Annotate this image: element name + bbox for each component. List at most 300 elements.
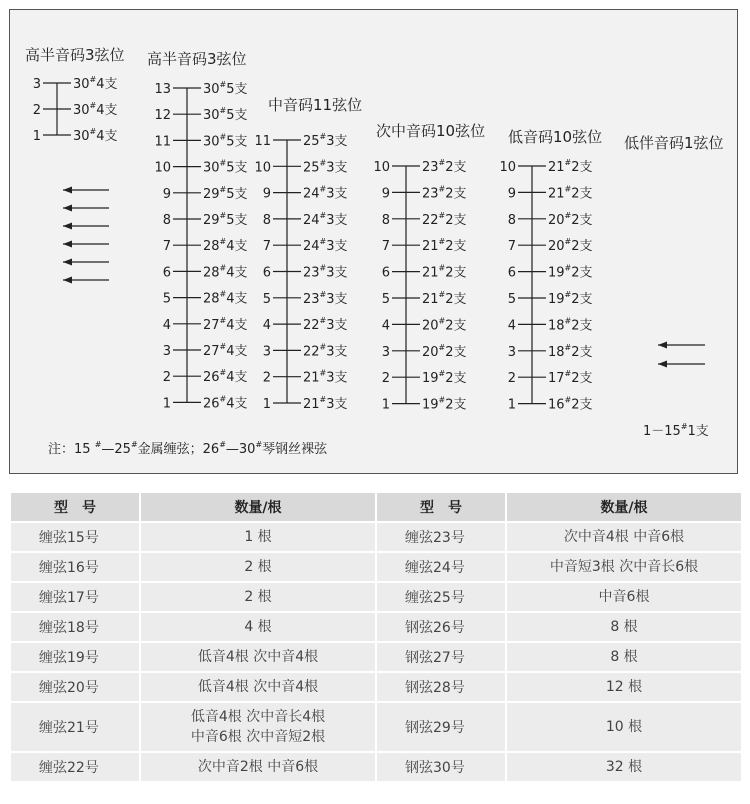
string-position-number: 3 [262,344,271,360]
gauge-quantity: 4支 [226,291,248,307]
string-gauge-label [303,316,348,333]
string-gauge-label [73,127,118,144]
table-header [11,493,741,521]
sharp-sign: # [219,440,226,449]
quantity-cell [507,523,741,551]
string-position-number: 3 [507,344,516,360]
footnote [48,440,328,457]
string-position-number: 9 [381,186,390,202]
table-body [11,523,741,781]
gauge-number: 24 [303,186,320,202]
gauge-quantity: 2支 [571,397,593,413]
string-position-number: 6 [262,265,271,281]
gauge-quantity: 2支 [445,344,467,360]
quantity-line: 低音4根 次中音长4根 [190,709,326,725]
quantity-line: 1 根 [244,529,272,545]
quantity-line: 低音4根 次中音4根 [197,679,319,695]
table-row [11,673,741,701]
string-position-number: 4 [507,318,516,334]
string-position-number: 4 [162,317,171,333]
model-cell: 钢弦30号 [377,753,505,781]
string-gauge-label [422,316,467,333]
string-position-number: 3 [381,344,390,360]
gauge-quantity: 5支 [226,134,248,150]
gauge-number: 20 [548,212,565,228]
string-diagram-panel [9,9,738,474]
model-cell: 缠弦25号 [377,583,505,611]
string-gauge-label [203,80,248,97]
string-gauge-label [422,343,467,360]
gauge-quantity: 2支 [445,397,467,413]
model-cell: 缠弦16号 [11,553,139,581]
gauge-quantity: 3支 [326,370,348,386]
string-gauge-label [203,237,248,254]
gauge-quantity: 2支 [571,186,593,202]
sharp-sign: # [438,158,446,167]
gauge-quantity: 2支 [571,160,593,175]
sharp-sign: # [564,290,572,299]
quantity-line: 32 根 [605,759,643,775]
string-position-number: 1 [162,396,171,412]
quantity-line: 中音短3根 次中音长6根 [549,559,699,575]
quantity-cell [141,703,375,751]
string-position-number: 9 [262,186,271,202]
string-position-number: 1 [507,397,516,413]
model-cell: 缠弦15号 [11,523,139,551]
string-position-number: 8 [262,212,271,228]
gauge-number: 29 [203,186,220,202]
arrow-head-icon [63,241,72,248]
gauge-quantity: 3支 [326,344,348,360]
string-gauge-label [422,158,467,175]
gauge-quantity: 2支 [445,160,467,175]
model-cell: 缠弦19号 [11,643,139,671]
gauge-number: 26 [203,370,220,386]
sharp-sign: # [319,210,327,220]
string-gauge-label [73,101,118,118]
sharp-sign: # [438,237,446,247]
sharp-sign: # [319,368,327,378]
note-text: 琴钢丝裸弦 [262,442,328,457]
sharp-sign: # [219,184,227,194]
gauge-number: 24 [303,239,320,255]
gauge-number: 19 [422,397,439,413]
note-text: 注：15 [48,442,95,457]
gauge-number: 23 [422,160,439,175]
string-gauge-label [422,237,467,254]
string-position-number: 6 [162,265,171,281]
gauge-number: 17 [548,371,565,387]
gauge-quantity: 5支 [226,160,248,176]
gauge-quantity: 4支 [226,265,248,281]
string-position-number: 10 [373,160,390,175]
string-gauge-label [203,342,248,359]
string-gauge-label [203,132,248,149]
quantity-line: 次中音4根 中音6根 [563,529,685,545]
gauge-quantity: 3支 [326,160,348,176]
string-gauge-label [303,132,348,149]
gauge-quantity: 2支 [445,239,467,255]
gauge-number: 30 [203,134,220,150]
model-cell: 缠弦20号 [11,673,139,701]
gauge-number: 24 [303,212,320,228]
arrow-head-icon [658,342,667,349]
string-gauge-label [548,264,593,281]
gauge-number: 21 [548,186,565,202]
string-gauge-label [303,158,348,175]
gauge-quantity: 3支 [326,239,348,255]
string-gauge-label [203,394,248,411]
quantity-cell [507,583,741,611]
quantity-cell [141,753,375,781]
model-cell: 缠弦24号 [377,553,505,581]
string-position-number: 3 [32,77,41,92]
model-cell: 钢弦27号 [377,643,505,671]
bass-string-label [643,422,709,439]
table-header-row [11,493,741,521]
arrow-head-icon [63,223,72,230]
string-position-number: 8 [507,212,516,228]
gauge-quantity: 2支 [571,265,593,281]
sharp-sign: # [89,75,97,84]
quantity-line: 2 根 [244,589,272,605]
quantity-cell [141,643,375,671]
string-position-number: 4 [381,318,390,334]
group-title: 低伴音码1弦位 [624,134,724,152]
gauge-quantity: 4支 [96,103,118,118]
quantity-cell [507,753,741,781]
group-title: 次中音码10弦位 [376,122,486,140]
string-position-number: 2 [381,371,390,387]
quantity-cell [141,613,375,641]
sharp-sign: # [219,394,227,404]
gauge-number: 21 [548,160,565,175]
quantity-cell [141,583,375,611]
sharp-sign: # [219,368,227,378]
sharp-sign: # [564,210,572,220]
bass-range: 1－15 [643,424,681,439]
gauge-number: 30 [203,82,220,97]
gauge-quantity: 4支 [96,77,118,92]
string-position-number: 5 [162,291,171,307]
sharp-sign: # [89,101,97,110]
table-row [11,703,741,751]
string-position-number: 13 [154,82,171,97]
string-gauge-label [422,396,467,413]
quantity-line: 中音6根 [598,589,650,605]
sharp-sign: # [219,158,227,168]
gauge-quantity: 3支 [326,134,348,149]
gauge-number: 18 [548,318,565,334]
sharp-sign: # [319,158,327,168]
note-text: —30 [225,442,256,457]
string-gauge-label [303,264,348,281]
string-gauge-label [203,211,248,228]
sharp-sign: # [564,369,572,379]
gauge-quantity: 2支 [445,318,467,334]
gauge-quantity: 4支 [226,239,248,255]
header-quantity: 数量/根 [141,493,375,521]
gauge-number: 26 [203,396,220,412]
string-position-number: 9 [507,186,516,202]
string-position-number: 1 [262,397,271,412]
sharp-sign: # [219,132,227,142]
gauge-number: 18 [548,344,565,360]
string-position-number: 7 [507,239,516,255]
gauge-number: 20 [548,239,565,255]
sharp-sign: # [319,395,327,404]
gauge-number: 20 [422,318,439,334]
sharp-sign: # [319,342,327,352]
quantity-line: 12 根 [605,679,643,695]
gauge-quantity: 3支 [326,186,348,202]
gauge-quantity: 2支 [571,239,593,255]
gauge-quantity: 3支 [326,212,348,228]
gauge-number: 25 [303,160,320,176]
gauge-quantity: 3支 [326,397,348,412]
string-gauge-label [73,75,118,92]
table-row [11,643,741,671]
gauge-number: 30 [203,108,220,124]
note-text: —25 [101,442,131,457]
gauge-number: 23 [303,265,320,281]
sharp-sign: # [219,263,227,273]
quantity-cell [507,673,741,701]
bass-quantity: 1支 [687,424,709,439]
string-gauge-label [548,396,593,413]
gauge-number: 22 [303,318,320,334]
gauge-number: 23 [422,186,439,202]
sharp-sign: # [255,440,263,449]
sharp-sign: # [564,342,572,352]
gauge-quantity: 4支 [226,396,248,412]
string-gauge-label [422,369,467,386]
gauge-quantity: 2支 [445,292,467,307]
string-position-number: 7 [162,239,171,255]
string-position-number: 5 [507,292,516,307]
gauge-number: 23 [303,291,320,307]
sharp-sign: # [564,184,572,194]
quantity-line: 中音6根 次中音短2根 [190,729,326,745]
gauge-quantity: 5支 [226,82,248,97]
gauge-quantity: 2支 [445,371,467,387]
arrow-head-icon [63,259,72,266]
string-gauge-label [303,342,348,359]
gauge-quantity: 2支 [445,186,467,202]
table-row [11,613,741,641]
quantity-line: 10 根 [605,719,643,735]
header-quantity: 数量/根 [507,493,741,521]
sharp-sign: # [680,422,688,431]
model-cell: 钢弦26号 [377,613,505,641]
sharp-sign: # [89,127,97,136]
string-position-diagram [10,10,739,475]
string-gauge-label [303,290,348,307]
string-gauge-label [548,184,593,201]
gauge-quantity: 2支 [445,265,467,281]
group-title: 高半音码3弦位 [147,50,247,68]
gauge-number: 27 [203,344,220,359]
model-cell: 缠弦18号 [11,613,139,641]
sharp-sign: # [564,237,572,247]
string-position-number: 12 [154,108,171,124]
sharp-sign: # [94,440,102,449]
quantity-cell [141,673,375,701]
quantity-cell [507,613,741,641]
sharp-sign: # [438,369,446,379]
gauge-number: 19 [548,265,565,281]
string-position-number: 7 [262,239,271,255]
quantity-cell [141,553,375,581]
note-text: 金属缠弦；26 [137,442,220,457]
string-position-number: 8 [381,212,390,228]
gauge-number: 28 [203,291,220,307]
group-title: 低音码10弦位 [508,128,603,146]
sharp-sign: # [438,290,446,299]
sharp-sign: # [438,342,446,352]
gauge-number: 22 [422,212,439,228]
model-cell: 钢弦28号 [377,673,505,701]
model-cell: 缠弦17号 [11,583,139,611]
string-position-number: 9 [162,186,171,202]
string-position-number: 8 [162,213,171,228]
string-gauge-label [203,368,248,385]
sharp-sign: # [319,263,327,273]
string-position-number: 7 [381,239,390,255]
string-gauge-label [203,159,248,176]
sharp-sign: # [319,132,327,141]
header-model: 型 号 [11,493,139,521]
gauge-number: 27 [203,317,220,333]
string-gauge-label [422,290,467,307]
gauge-number: 29 [203,213,220,228]
gauge-quantity: 4支 [96,129,118,144]
gauge-quantity: 4支 [226,370,248,386]
group-title: 高半音码3弦位 [25,46,125,64]
string-gauge-label [203,290,248,307]
string-gauge-label [203,185,248,202]
quantity-line: 8 根 [610,649,638,665]
sharp-sign: # [564,395,572,405]
sharp-sign: # [319,237,327,247]
sharp-sign: # [564,316,572,326]
gauge-number: 30 [73,77,90,92]
quantity-cell [507,553,741,581]
arrow-head-icon [63,205,72,212]
table-row [11,753,741,781]
string-gauge-label [303,395,348,412]
sharp-sign: # [319,289,327,299]
sharp-sign: # [438,184,446,194]
table-row [11,553,741,581]
arrow-head-icon [658,361,667,368]
gauge-number: 21 [422,239,439,255]
sharp-sign: # [219,342,227,351]
gauge-quantity: 2支 [571,344,593,360]
table-row [11,523,741,551]
gauge-quantity: 2支 [571,371,593,387]
string-position-number: 11 [254,134,271,149]
string-position-number: 10 [499,160,516,175]
model-cell: 缠弦22号 [11,753,139,781]
sharp-sign: # [438,263,446,273]
string-gauge-label [422,184,467,201]
gauge-quantity: 2支 [571,318,593,334]
quantity-cell [507,703,741,751]
string-position-number: 3 [162,344,171,359]
string-gauge-label [422,264,467,281]
string-position-number: 6 [507,265,516,281]
gauge-number: 22 [303,344,320,360]
string-position-number: 6 [381,265,390,281]
gauge-quantity: 4支 [226,344,248,359]
string-gauge-label [548,211,593,228]
gauge-quantity: 5支 [226,108,248,124]
sharp-sign: # [319,316,327,326]
string-position-number: 2 [32,103,41,118]
quantity-line: 低音4根 次中音4根 [197,649,319,665]
string-gauge-label [548,369,593,386]
gauge-quantity: 2支 [445,212,467,228]
gauge-number: 30 [203,160,220,176]
sharp-sign: # [219,237,227,247]
gauge-number: 21 [422,265,439,281]
string-gauge-label [303,185,348,202]
header-model: 型 号 [377,493,505,521]
sharp-sign: # [219,80,227,89]
string-position-number: 11 [154,134,171,150]
gauge-quantity: 3支 [326,291,348,307]
sharp-sign: # [319,184,327,194]
sharp-sign: # [219,289,227,299]
string-position-number: 2 [262,370,271,386]
string-gauge-label [203,106,248,123]
gauge-number: 25 [303,134,320,149]
arrow-head-icon [63,277,72,284]
string-position-number: 2 [162,370,171,386]
sharp-sign: # [564,263,572,273]
sharp-sign: # [438,316,446,326]
quantity-cell [507,643,741,671]
sharp-sign: # [219,211,227,220]
string-gauge-label [203,263,248,280]
gauge-quantity: 2支 [571,212,593,228]
gauge-number: 21 [422,292,439,307]
string-position-number: 4 [262,318,271,334]
string-gauge-label [548,158,593,175]
gauge-quantity: 2支 [571,292,593,307]
gauge-number: 30 [73,129,90,144]
gauge-quantity: 5支 [226,186,248,202]
gauge-quantity: 3支 [326,318,348,334]
quantity-cell [141,523,375,551]
model-cell: 缠弦23号 [377,523,505,551]
gauge-number: 28 [203,265,220,281]
sharp-sign: # [438,210,446,220]
string-gauge-label [548,237,593,254]
gauge-number: 30 [73,103,90,118]
string-gauge-label [422,211,467,228]
gauge-number: 19 [422,371,439,387]
sharp-sign: # [219,315,227,325]
gauge-number: 19 [548,292,565,307]
string-gauge-label [548,290,593,307]
model-cell: 缠弦21号 [11,703,139,751]
string-position-number: 5 [381,292,390,307]
string-position-number: 10 [254,160,271,176]
string-gauge-label [203,316,248,333]
string-position-number: 10 [154,160,171,176]
